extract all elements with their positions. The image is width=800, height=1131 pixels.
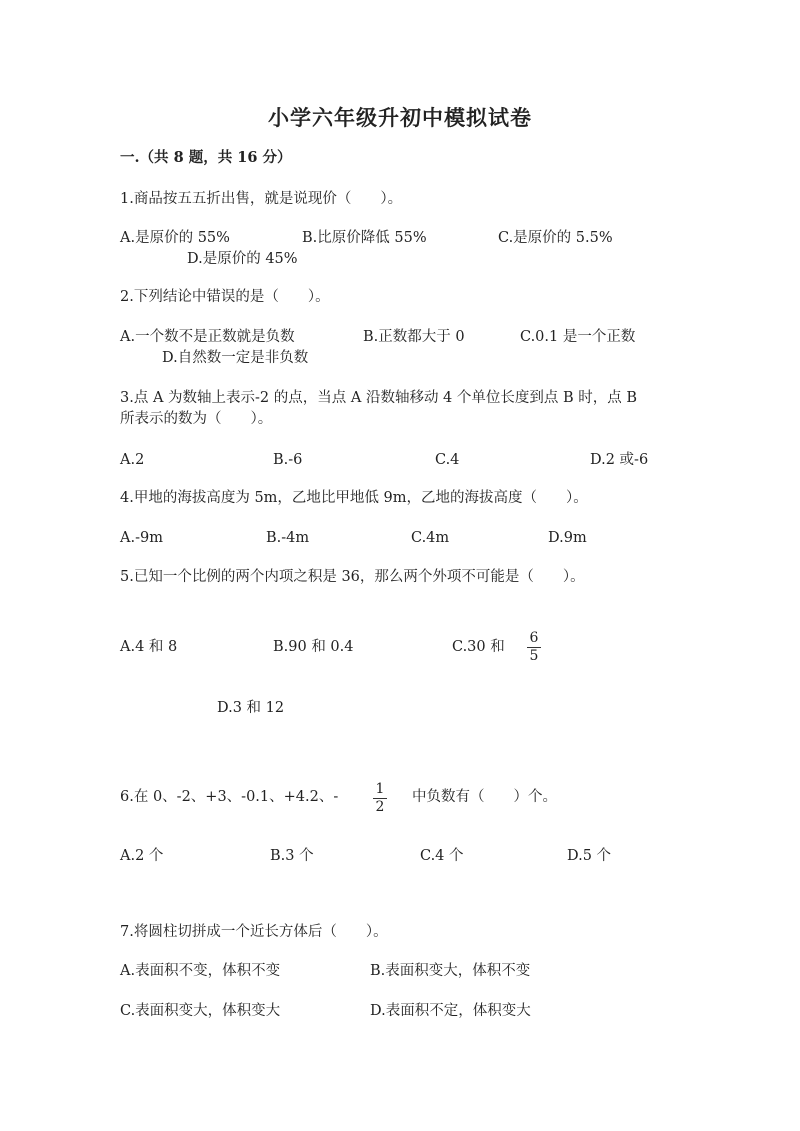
exam-title: 小学六年级升初中模拟试卷 [268, 105, 532, 130]
fraction-numerator: 6 [529, 630, 539, 646]
fraction-numerator: 1 [375, 781, 385, 797]
question-3-stem-line2: 所表示的数为（ ）。 [120, 411, 273, 427]
q3-option-a: A.2 [120, 452, 145, 468]
question-4-stem: 4.甲地的海拔高度为 5m，乙地比甲地低 9m，乙地的海拔高度（ ）。 [120, 490, 588, 506]
q1-option-b: B.比原价降低 55% [302, 230, 427, 246]
q1-option-a: A.是原价的 55% [120, 230, 230, 246]
q6-option-d: D.5 个 [567, 848, 612, 864]
q1-option-c: C.是原价的 5.5% [498, 230, 613, 246]
q6-fraction [373, 782, 387, 815]
fraction-denominator: 2 [375, 799, 385, 815]
fraction-denominator: 5 [529, 648, 539, 664]
q4-option-b: B.-4m [266, 530, 310, 546]
q5-option-a: A.4 和 8 [120, 639, 178, 655]
q7-option-d: D.表面积不定，体积变大 [370, 1003, 531, 1019]
q3-option-d: D.2 或-6 [590, 452, 649, 468]
section-heading: 一.（共 8 题，共 16 分） [120, 149, 292, 166]
q1-option-d: D.是原价的 45% [187, 251, 298, 267]
q5-option-c: C.30 和 [452, 639, 505, 655]
question-1-stem: 1.商品按五五折出售，就是说现价（ ）。 [120, 191, 403, 207]
q7-option-b: B.表面积变大，体积不变 [370, 963, 531, 979]
q2-option-d: D.自然数一定是非负数 [162, 350, 309, 366]
q2-option-c: C.0.1 是一个正数 [520, 329, 636, 345]
q4-option-d: D.9m [548, 530, 587, 546]
question-6-stem-before: 6.在 0、-2、+3、-0.1、+4.2、- [120, 789, 339, 805]
q4-option-a: A.-9m [120, 530, 163, 546]
question-2-stem: 2.下列结论中错误的是（ ）。 [120, 289, 330, 305]
q7-option-c: C.表面积变大，体积变大 [120, 1003, 281, 1019]
q6-option-c: C.4 个 [420, 848, 464, 864]
q2-option-a: A.一个数不是正数就是负数 [120, 329, 295, 345]
q5-option-b: B.90 和 0.4 [273, 639, 354, 655]
q4-option-c: C.4m [411, 530, 450, 546]
q7-option-a: A.表面积不变，体积不变 [120, 963, 281, 979]
q2-option-b: B.正数都大于 0 [363, 329, 465, 345]
question-6-stem-after: 中负数有（ ）个。 [412, 789, 557, 805]
q5-option-d: D.3 和 12 [217, 700, 285, 716]
q6-option-b: B.3 个 [270, 848, 314, 864]
question-5-stem: 5.已知一个比例的两个内项之积是 36，那么两个外项不可能是（ ）。 [120, 569, 585, 585]
q6-option-a: A.2 个 [120, 848, 164, 864]
q3-option-c: C.4 [435, 452, 460, 468]
question-7-stem: 7.将圆柱切拼成一个近长方体后（ ）。 [120, 924, 388, 940]
question-3-stem-line1: 3.点 A 为数轴上表示-2 的点，当点 A 沿数轴移动 4 个单位长度到点 B 时，点 B [120, 390, 638, 406]
q5-fraction [527, 631, 541, 664]
q3-option-b: B.-6 [273, 452, 303, 468]
